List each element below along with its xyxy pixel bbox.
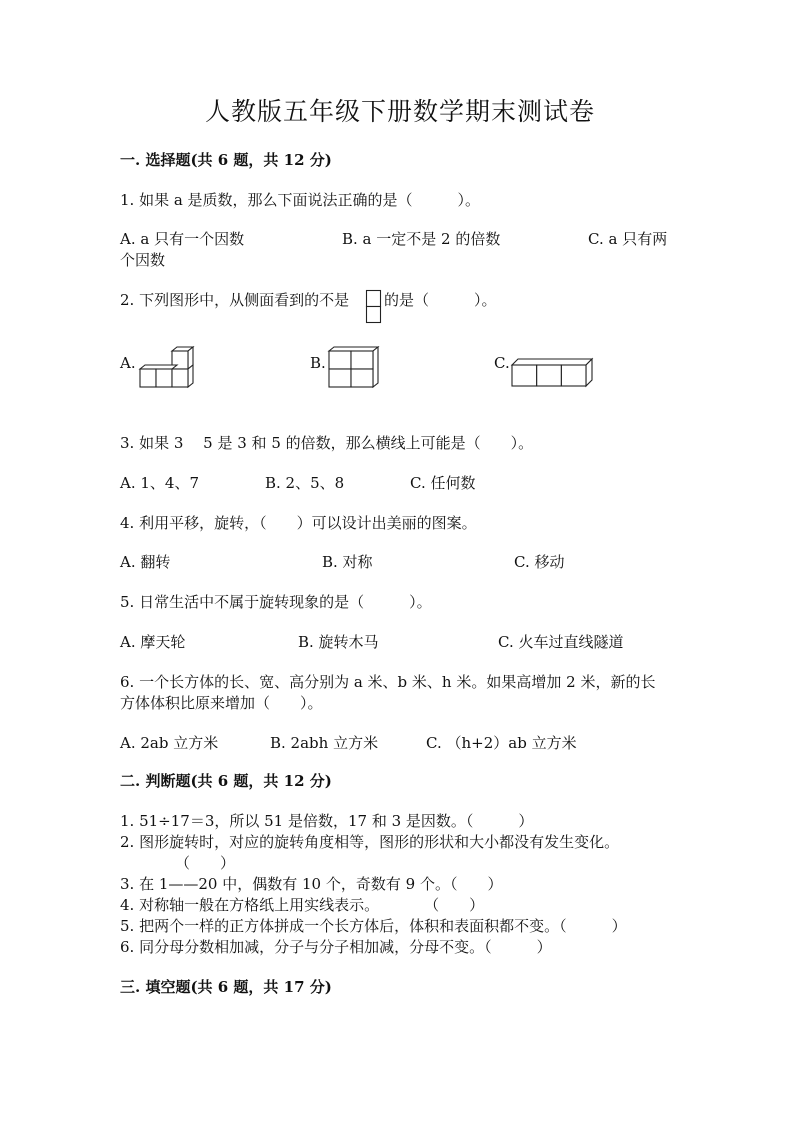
question-4-option-a: A. 翻转 xyxy=(120,553,171,571)
section-heading-judge: 二. 判断题(共 6 题，共 12 分) xyxy=(120,772,332,790)
question-2-option-c: C. xyxy=(494,354,510,372)
section-heading-choice: 一. 选择题(共 6 题，共 12 分) xyxy=(120,151,332,169)
cube-stack-figure-a xyxy=(138,346,196,388)
two-stacked-squares-figure xyxy=(366,290,382,324)
cube-row-figure-c xyxy=(510,358,594,388)
question-4-option-c: C. 移动 xyxy=(514,553,565,571)
question-6-stem-continued: 方体体积比原来增加（ ）。 xyxy=(120,694,323,712)
section-heading-fill: 三. 填空题(共 6 题，共 17 分) xyxy=(120,978,332,996)
judge-question-1: 1. 51÷17＝3，所以 51 是倍数，17 和 3 是因数。（ ） xyxy=(120,812,534,830)
judge-question-3: 3. 在 1——20 中，偶数有 10 个，奇数有 9 个。（ ） xyxy=(120,875,503,893)
question-1-option-a: A. a 只有一个因数 xyxy=(120,230,245,248)
question-2-stem-start: 2. 下列图形中，从侧面看到的不是 xyxy=(120,291,350,309)
question-2-option-a: A. xyxy=(120,354,136,372)
judge-question-2: 2. 图形旋转时，对应的旋转角度相等，图形的形状和大小都没有发生变化。 xyxy=(120,833,620,851)
judge-question-5: 5. 把两个一样的正方体拼成一个长方体后，体积和表面积都不变。（ ） xyxy=(120,917,627,935)
question-5-option-b: B. 旋转木马 xyxy=(298,633,379,651)
cube-stack-figure-b xyxy=(327,346,381,388)
judge-question-4: 4. 对称轴一般在方格纸上用实线表示。 （ ） xyxy=(120,896,485,914)
question-4-stem: 4. 利用平移，旋转，（ ）可以设计出美丽的图案。 xyxy=(120,514,477,532)
question-5-option-c: C. 火车过直线隧道 xyxy=(498,633,624,651)
question-1-stem: 1. 如果 a 是质数，那么下面说法正确的是（ ）。 xyxy=(120,191,481,209)
question-5-option-a: A. 摩天轮 xyxy=(120,633,186,651)
question-1-option-c-continued: 个因数 xyxy=(120,251,166,269)
question-2-option-b: B. xyxy=(310,354,326,372)
question-3-option-b: B. 2、5、8 xyxy=(265,474,345,492)
question-1-option-b: B. a 一定不是 2 的倍数 xyxy=(342,230,501,248)
question-6-option-b: B. 2abh 立方米 xyxy=(270,734,379,752)
question-3-option-a: A. 1、4、7 xyxy=(120,474,199,492)
judge-question-6: 6. 同分母分数相加减，分子与分子相加减，分母不变。（ ） xyxy=(120,938,552,956)
question-4-option-b: B. 对称 xyxy=(322,553,373,571)
judge-question-2-continued: （ ） xyxy=(175,854,236,872)
question-6-option-c: C. （h+2）ab 立方米 xyxy=(426,734,577,752)
question-6-stem: 6. 一个长方体的长、宽、高分别为 a 米、b 米、h 米。如果高增加 2 米，新的长 xyxy=(120,673,656,691)
question-1-option-c: C. a 只有两 xyxy=(588,230,668,248)
question-3-stem: 3. 如果 3 5 是 3 和 5 的倍数，那么横线上可能是（ ）。 xyxy=(120,434,534,452)
question-5-stem: 5. 日常生活中不属于旋转现象的是（ ）。 xyxy=(120,593,432,611)
page-title: 人教版五年级下册数学期末测试卷 xyxy=(204,97,595,126)
question-2-stem-end: 的是（ ）。 xyxy=(384,291,497,309)
question-6-option-a: A. 2ab 立方米 xyxy=(120,734,219,752)
question-3-option-c: C. 任何数 xyxy=(410,474,476,492)
